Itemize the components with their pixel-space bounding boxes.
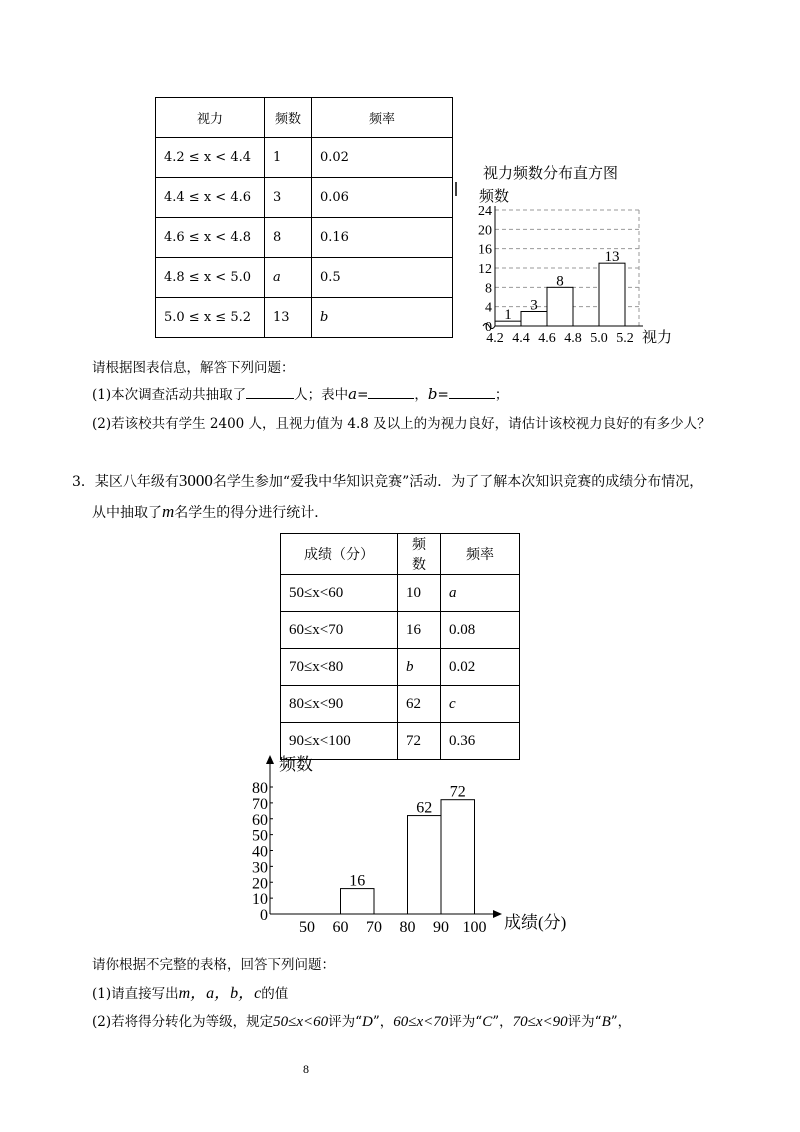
table-cell: 8 [265, 218, 312, 258]
table-cell: 0.36 [441, 723, 520, 760]
y-tick-label: 10 [252, 891, 268, 909]
table-cell: 90≤x<100 [281, 723, 398, 760]
grade-letter: D [362, 1014, 373, 1030]
histogram-bar [547, 287, 573, 326]
histogram-bar [408, 816, 442, 914]
x-tick-label: 60 [332, 919, 349, 936]
y-axis-label: 频数 [279, 755, 313, 774]
table-header-cell: 成绩（分） [281, 534, 398, 575]
y-tick-label: 0 [260, 907, 268, 924]
x-tick-label: 100 [462, 919, 487, 936]
table-header-cell: 频数 [398, 534, 441, 575]
answer-blank[interactable] [246, 384, 294, 399]
y-tick-label: 40 [252, 843, 268, 861]
table-cell: a [265, 258, 312, 298]
bar-value-label: 62 [416, 799, 433, 817]
q3-intro: 请你根据不完整的表格，回答下列问题： [92, 957, 335, 973]
bar-value-label: 8 [556, 273, 564, 290]
bar-value-label: 16 [349, 872, 366, 890]
table-cell: 0.08 [441, 612, 520, 649]
table-cell: 72 [398, 723, 441, 760]
bar-value-label: 3 [530, 297, 538, 314]
table-row [156, 258, 453, 298]
page-number: 8 [303, 1062, 309, 1076]
score-histogram-chart [240, 752, 600, 942]
q3-line1 [72, 471, 703, 491]
table-cell: 70≤x<80 [281, 649, 398, 686]
table-cell: 0.02 [441, 649, 520, 686]
q3-part2-text: ”， [372, 1014, 394, 1030]
range-expression: 50≤x<60 [273, 1014, 329, 1030]
q2-intro: 请根据图表信息，解答下列问题： [92, 360, 295, 376]
histogram-bar [521, 312, 547, 327]
q3-part2-text: ”， [610, 1014, 632, 1030]
equals-sign: = [357, 387, 369, 403]
table-cell: 0.02 [312, 138, 453, 178]
table-cell: 50≤x<60 [281, 575, 398, 612]
vision-frequency-table [155, 97, 453, 338]
table-row [281, 649, 520, 686]
y-tick-label: 70 [252, 795, 268, 813]
equals-sign: = [437, 387, 449, 403]
y-tick-label: 60 [252, 811, 268, 829]
y-tick-label: 80 [252, 780, 268, 797]
x-tick-label: 80 [399, 919, 416, 936]
y-tick-label: 24 [478, 204, 492, 219]
q3-part2-text: 评为“ [448, 1014, 483, 1030]
histogram-bar [441, 800, 475, 914]
table-row [156, 138, 453, 178]
q3-part1-text: (1)请直接写出 [92, 986, 179, 1002]
table-row [156, 218, 453, 258]
q2-part1 [92, 384, 508, 405]
table-row [156, 178, 453, 218]
table-cell: 10 [398, 575, 441, 612]
table-cell: a [441, 575, 520, 612]
table-cell: 3 [265, 178, 312, 218]
x-tick-label: 5.2 [616, 331, 634, 346]
table-cell: 62 [398, 686, 441, 723]
q3-text: 名学生参加“爱我中华知识竞赛”活动．为了了解本次知识竞赛的成绩分布情况， [212, 474, 704, 490]
bar-value-label: 1 [504, 307, 512, 324]
table-cell: 0.5 [312, 258, 453, 298]
y-tick-label: 30 [252, 859, 268, 877]
q3-part2-text: (2)若将得分转化为等级，规定 [92, 1014, 274, 1030]
answer-blank[interactable] [368, 384, 414, 399]
q3-part1-text: 的值 [261, 986, 289, 1002]
y-tick-label: 20 [252, 875, 268, 893]
x-tick-label: 70 [366, 919, 382, 936]
table-row [281, 575, 520, 612]
table-cell: 16 [398, 612, 441, 649]
table-header-cell: 频数 [265, 98, 312, 138]
q3-part2-text: ”， [492, 1014, 513, 1030]
q3-part1 [92, 984, 288, 1004]
q2-part1-text: 人；表中 [294, 387, 349, 403]
table-cell: 0.16 [312, 218, 453, 258]
y-tick-label: 12 [478, 262, 492, 277]
x-tick-label: 50 [299, 919, 315, 936]
y-tick-label: 16 [478, 242, 492, 258]
score-frequency-table [280, 533, 520, 760]
y-tick-label: 20 [478, 223, 492, 239]
y-axis-arrow [266, 755, 274, 764]
q3-line2 [92, 502, 328, 522]
q3-number: 3000 [178, 471, 213, 490]
table-cell: 4.6 ≤ x < 4.8 [156, 218, 265, 258]
table-cell: b [312, 298, 453, 338]
range-expression: 60≤x<70 [393, 1014, 449, 1030]
y-tick-label: 0 [485, 320, 492, 335]
table-header-row [156, 98, 453, 138]
x-tick-label: 4.8 [564, 331, 582, 346]
x-tick-label: 4.4 [512, 331, 530, 346]
y-tick-label: 8 [485, 281, 492, 297]
x-tick-label: 4.2 [486, 331, 504, 346]
q3-text: 从中抽取了 [92, 505, 162, 521]
q3-part2 [92, 1012, 631, 1032]
table-cell: 4.8 ≤ x < 5.0 [156, 258, 265, 298]
variable-m: m [162, 502, 175, 521]
table-cell: 5.0 ≤ x ≤ 5.2 [156, 298, 265, 338]
q2-part2: (2)若该校共有学生 2400 人，且视力值为 4.8 及以上的为视力良好，请估计该校视力良好的有多少人？ [92, 416, 711, 432]
table-cell: c [441, 686, 520, 723]
q3-text: 3．某区八年级有 [72, 474, 179, 490]
x-axis-label: 视力 [642, 330, 673, 346]
table-header-cell: 视力 [156, 98, 265, 138]
variable-a: a [348, 385, 358, 403]
table-cell: 1 [265, 138, 312, 178]
x-axis-arrow [493, 910, 502, 918]
histogram-bar [599, 263, 625, 326]
x-tick-label: 5.0 [590, 331, 608, 346]
q3-part2-text: 评为“ [328, 1014, 363, 1030]
x-axis-label: 成绩(分) [504, 913, 567, 932]
bar-value-label: 72 [449, 783, 466, 801]
table-cell: 4.4 ≤ x < 4.6 [156, 178, 265, 218]
table-cell: 0.06 [312, 178, 453, 218]
y-tick-label: 4 [485, 300, 492, 316]
y-axis-label: 频数 [479, 189, 510, 205]
table-cell: 80≤x<90 [281, 686, 398, 723]
range-expression: 70≤x<90 [512, 1014, 568, 1030]
grade-letter: C [482, 1014, 493, 1030]
grade-letter: B [601, 1014, 611, 1030]
q3-text: 名学生的得分进行统计． [174, 505, 329, 521]
table-cell: 60≤x<70 [281, 612, 398, 649]
bar-value-label: 13 [604, 249, 620, 266]
table-header-cell: 频率 [312, 98, 453, 138]
variable-b: b [427, 385, 438, 403]
table-row [281, 686, 520, 723]
table-header-row [281, 534, 520, 575]
x-tick-label: 4.6 [538, 331, 556, 346]
table-row [156, 298, 453, 338]
table-cell: 4.2 ≤ x < 4.4 [156, 138, 265, 178]
comma: ， [414, 387, 428, 403]
semicolon: ； [494, 387, 509, 403]
histogram-bar [341, 889, 375, 914]
table-row [281, 612, 520, 649]
q3-part2-text: 评为“ [567, 1014, 602, 1030]
y-tick-label: 50 [252, 827, 268, 845]
table-cell: b [398, 649, 441, 686]
q2-part1-text: (1)本次调查活动共抽取了 [92, 387, 247, 403]
vision-histogram-chart [455, 160, 685, 350]
answer-blank[interactable] [449, 384, 495, 399]
chart-title: 视力频数分布直方图 [483, 166, 619, 182]
variables-list: m，a，b，c [178, 985, 262, 1002]
table-header-cell: 频率 [441, 534, 520, 575]
table-cell: 13 [265, 298, 312, 338]
x-tick-label: 90 [433, 919, 449, 936]
